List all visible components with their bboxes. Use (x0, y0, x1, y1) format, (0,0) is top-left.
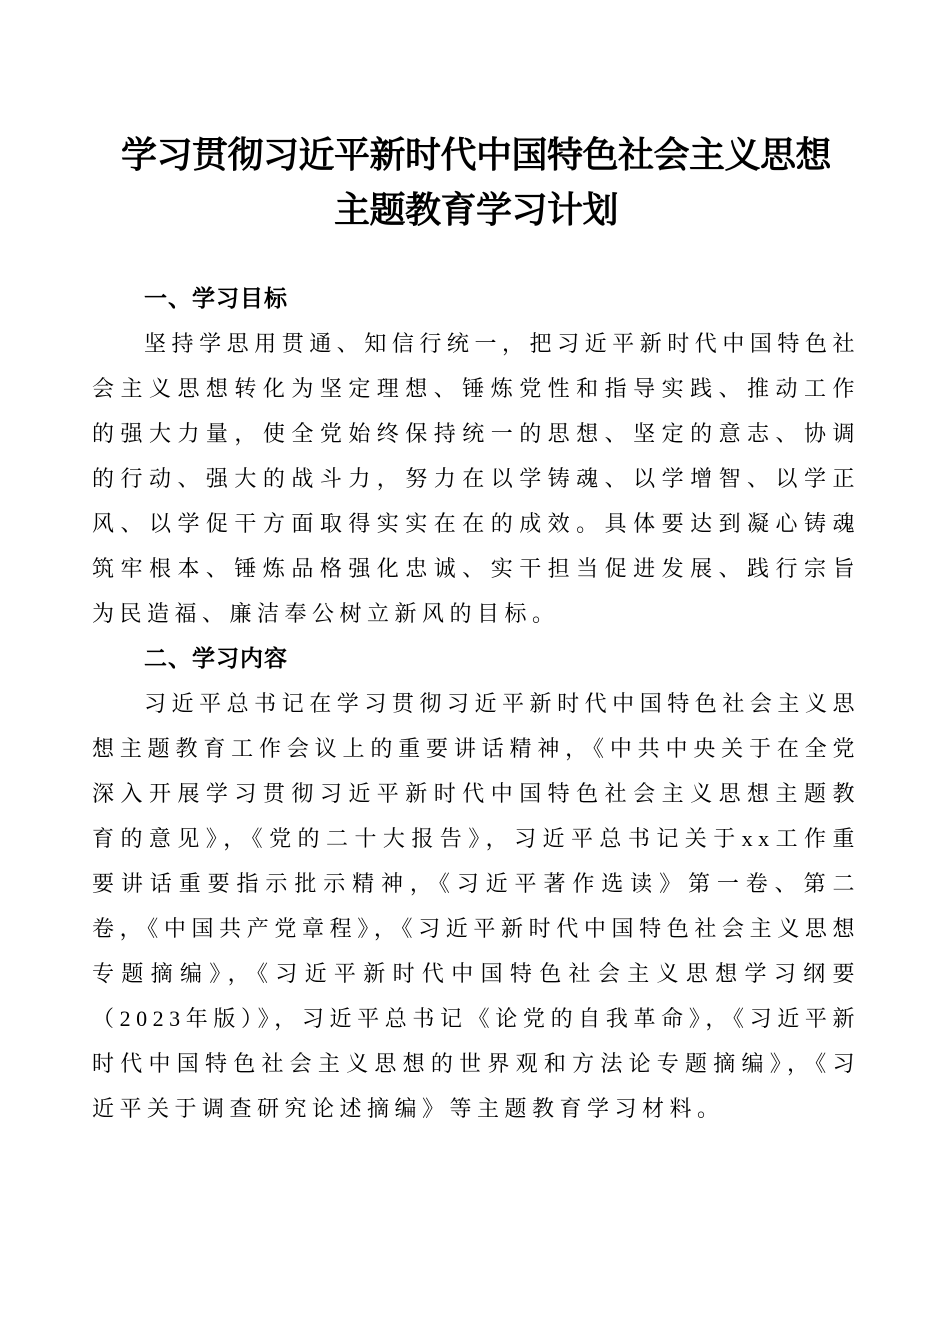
document-title-line-2: 主题教育学习计划 (333, 190, 618, 230)
section-body-learning-content: 习近平总书记在学习贯彻习近平新时代中国特色社会主义思想主题教育工作会议上的重要讲话精神，《中共中央关于在全党深入开展学习贯彻习近平新时代中国特色社会主义思想主题教育的意见》，《党的二十大报告》，习近平总书记关于xx工作重要讲话重要指示批示精神，《习近平著作选读》第一卷、第二卷，《中国共产党章程》，《习近平新时代中国特色社会主义思想专题摘编》，《习近平新时代中国特色社会主义思想学习纲要（2023年版）》，习近平总书记《论党的自我革命》，《习近平新时代中国特色社会主义思想的世界观和方法论专题摘编》，《习近平关于调查研究论述摘编》等主题教育学习材料。 (92, 691, 860, 1121)
section-heading-learning-content: 二、学习内容 (144, 645, 288, 671)
document-title-line-1: 学习贯彻习近平新时代中国特色社会主义思想 (120, 135, 831, 175)
section-body-learning-goals: 坚持学思用贯通、知信行统一，把习近平新时代中国特色社会主义思想转化为坚定理想、锤炼党性和指导实践、推动工作的强大力量，使全党始终保持统一的思想、坚定的意志、协调的行动、强大的战斗力，努力在以学铸魂、以学增智、以学正风、以学促干方面取得实实在在的成效。具体要达到凝心铸魂筑牢根本、锤炼品格强化忠诚、实干担当促进发展、践行宗旨为民造福、廉洁奉公树立新风的目标。 (92, 331, 860, 626)
document-title (92, 128, 860, 238)
section-heading-learning-goals: 一、学习目标 (144, 285, 288, 311)
